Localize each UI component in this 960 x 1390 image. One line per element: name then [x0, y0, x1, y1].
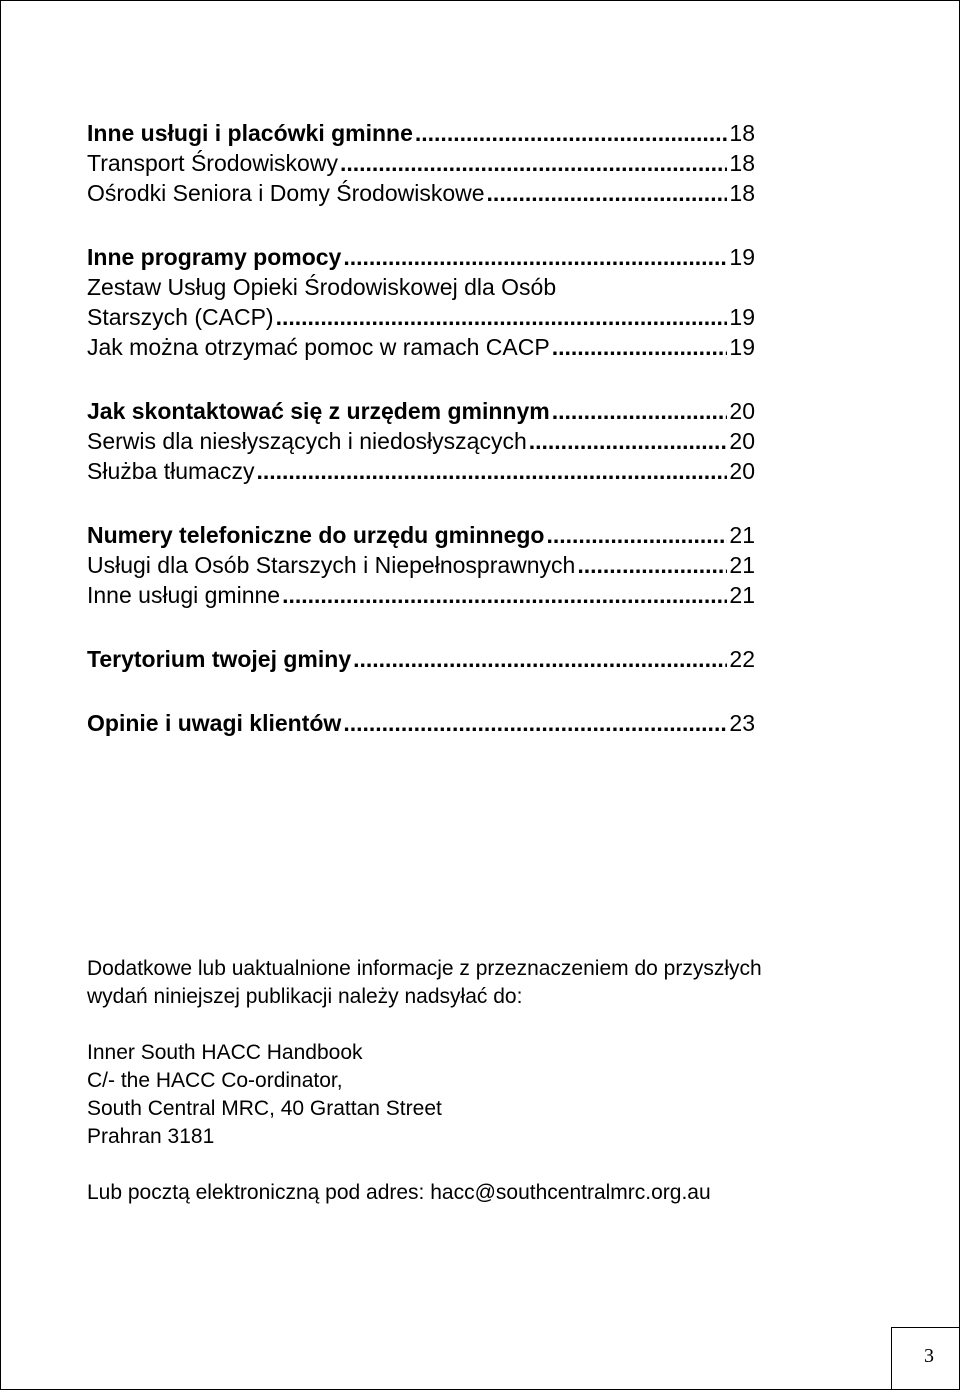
toc-entry[interactable] — [87, 550, 755, 580]
toc-entry[interactable] — [87, 332, 755, 362]
toc-entry-page: 22 — [729, 646, 755, 672]
toc-entry-title: Starszych (CACP) — [87, 304, 274, 330]
toc-entry-page: 19 — [729, 304, 755, 330]
page-number: 3 — [924, 1345, 934, 1367]
toc-entry-title: Inne programy pomocy — [87, 244, 342, 270]
toc-entry-title: Ośrodki Seniora i Domy Środowiskowe — [87, 180, 485, 206]
address-line: C/- the HACC Co-ordinator, — [87, 1069, 343, 1092]
toc-entry[interactable] — [87, 178, 755, 208]
toc-entry-title: Jak skontaktować się z urzędem gminnym — [87, 398, 550, 424]
toc-entry[interactable] — [87, 302, 755, 332]
toc-leader-dots — [282, 580, 727, 610]
toc-leader-dots — [577, 550, 727, 580]
toc-entry[interactable] — [87, 118, 755, 148]
toc-entry-page: 21 — [729, 552, 755, 578]
toc-entry-line[interactable] — [87, 272, 755, 302]
toc-entry-page: 21 — [729, 522, 755, 548]
toc-entry-title: Zestaw Usług Opieki Środowiskowej dla Osób — [87, 274, 557, 300]
toc-entry[interactable] — [87, 520, 755, 550]
toc-entry-page: 20 — [729, 398, 755, 424]
toc-entry-page: 20 — [729, 458, 755, 484]
toc-entry-title: Jak można otrzymać pomoc w ramach CACP — [87, 334, 550, 360]
toc-entry-title: Numery telefoniczne do urzędu gminnego — [87, 522, 545, 548]
toc-entry[interactable] — [87, 148, 755, 178]
toc-entry[interactable] — [87, 456, 755, 486]
toc-entry-title: Terytorium twojej gminy — [87, 646, 352, 672]
toc-entry[interactable] — [87, 426, 755, 456]
toc-leader-dots — [552, 332, 728, 362]
toc-entry-title: Usługi dla Osób Starszych i Niepełnosprawnych — [87, 552, 576, 578]
toc-entry-page: 18 — [729, 150, 755, 176]
toc-entry-page: 19 — [729, 244, 755, 270]
toc-entry-page: 23 — [729, 710, 755, 736]
toc-leader-dots — [256, 456, 727, 486]
table-of-contents — [87, 118, 755, 738]
toc-entry-title: Serwis dla niesłyszących i niedosłyszących — [87, 428, 527, 454]
toc-entry-page: 18 — [729, 120, 755, 146]
address-line: South Central MRC, 40 Grattan Street — [87, 1097, 442, 1120]
toc-leader-dots — [353, 644, 727, 674]
toc-entry-page: 21 — [729, 582, 755, 608]
toc-leader-dots — [343, 242, 727, 272]
toc-leader-dots — [529, 426, 728, 456]
toc-leader-dots — [343, 708, 727, 738]
toc-entry-title: Opinie i uwagi klientów — [87, 710, 342, 736]
toc-entry[interactable] — [87, 396, 755, 426]
toc-entry[interactable] — [87, 580, 755, 610]
toc-entry-title: Inne usługi i placówki gminne — [87, 120, 413, 146]
address-line: Inner South HACC Handbook — [87, 1041, 363, 1064]
toc-entry-page: 20 — [729, 428, 755, 454]
contact-information — [87, 955, 887, 1207]
toc-leader-dots — [340, 148, 727, 178]
info-text: Dodatkowe lub uaktualnione informacje z przeznaczeniem do przyszłych — [87, 957, 762, 980]
email-line[interactable]: Lub pocztą elektroniczną pod adres: hacc@southcentralmrc.org.au — [87, 1181, 711, 1204]
address-line: Prahran 3181 — [87, 1125, 215, 1148]
info-text: wydań niniejszej publikacji należy nadsyłać do: — [87, 985, 523, 1008]
toc-entry-page: 18 — [729, 180, 755, 206]
toc-entry[interactable] — [87, 708, 755, 738]
toc-entry-page: 19 — [729, 334, 755, 360]
toc-entry-title: Służba tłumaczy — [87, 458, 255, 484]
toc-entry[interactable] — [87, 644, 755, 674]
toc-entry-title: Transport Środowiskowy — [87, 150, 338, 176]
toc-leader-dots — [487, 178, 728, 208]
toc-leader-dots — [276, 302, 728, 332]
toc-entry-title: Inne usługi gminne — [87, 582, 281, 608]
toc-leader-dots — [546, 520, 727, 550]
toc-leader-dots — [552, 396, 728, 426]
toc-entry[interactable] — [87, 242, 755, 272]
toc-leader-dots — [415, 118, 728, 148]
